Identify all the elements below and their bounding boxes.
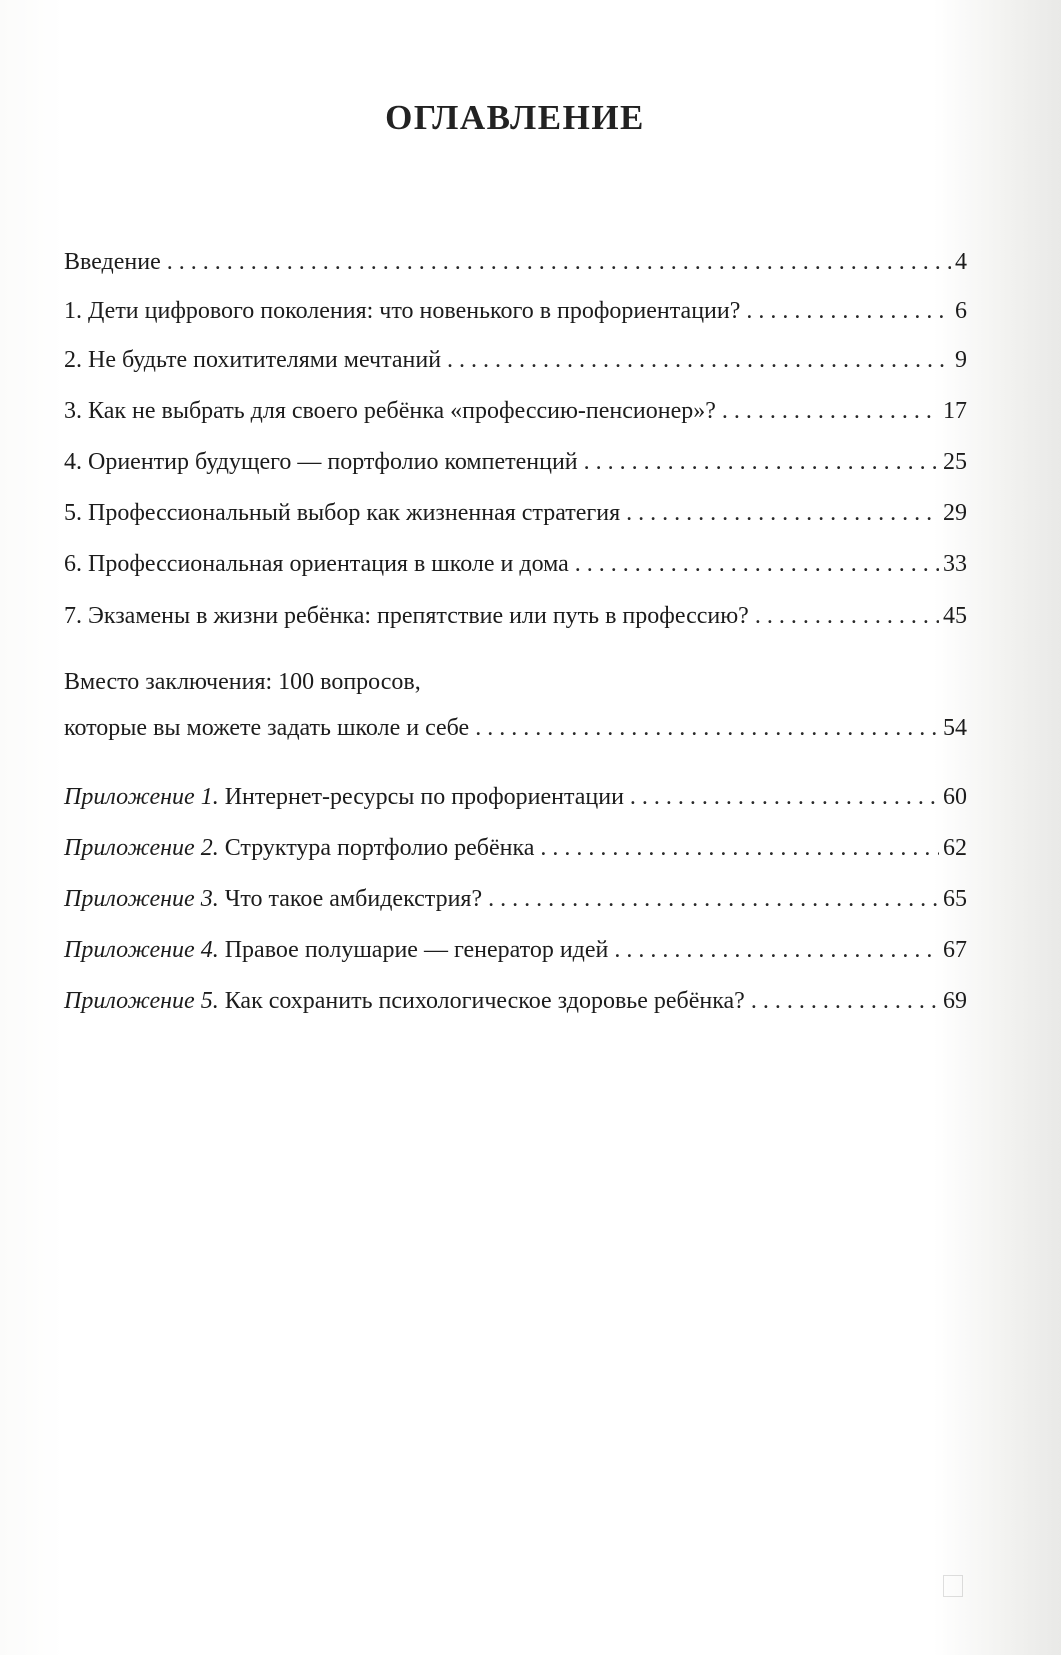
toc-entry-chapter-1: [64, 296, 967, 326]
toc-entry-label: [64, 884, 482, 914]
toc-entry-label: [64, 782, 624, 812]
appendix-title: Интернет-ресурсы по профориентации: [224, 784, 624, 810]
dot-leader: [614, 935, 939, 965]
toc-entry-chapter-6: [64, 549, 967, 579]
appendix-prefix: Приложение 5.: [64, 988, 219, 1014]
toc-entry-chapter-7: [64, 601, 967, 631]
toc-page-number: 45: [943, 603, 967, 629]
toc-chapter-title: Дети цифрового поколения: что новенького в профориентации?: [88, 298, 741, 324]
toc-entry-introduction: [64, 247, 967, 277]
toc-page-number: 17: [943, 398, 967, 424]
toc-chapter-title: Профессиональная ориентация в школе и дома: [88, 551, 569, 577]
toc-page-number: 69: [943, 988, 967, 1014]
toc-entry-conclusion: [64, 713, 967, 743]
toc-entry-conclusion-line-1: Вместо заключения: 100 вопросов,: [64, 669, 421, 695]
toc-chapter-title: Профессиональный выбор как жизненная стратегия: [88, 500, 621, 526]
appendix-prefix: Приложение 3.: [64, 886, 219, 912]
toc-chapter-number: 4.: [64, 449, 82, 475]
appendix-prefix: Приложение 4.: [64, 937, 219, 963]
table-of-contents: [64, 0, 967, 1655]
toc-page-number: 67: [943, 937, 967, 963]
toc-page-number: 62: [943, 835, 967, 861]
toc-entry-chapter-3: [64, 396, 967, 426]
toc-chapter-title: Не будьте похитителями мечтаний: [88, 347, 442, 373]
toc-entry-label: [64, 447, 578, 477]
toc-chapter-number: 7.: [64, 603, 82, 629]
toc-entry-chapter-2: [64, 345, 967, 375]
toc-entry-chapter-5: [64, 498, 967, 528]
toc-page-number: 4: [955, 249, 967, 275]
toc-page-number: 65: [943, 886, 967, 912]
toc-entry-appendix-3: [64, 884, 967, 914]
toc-entry-label: [64, 498, 620, 528]
bleed-through-mark: [943, 1575, 963, 1597]
dot-leader: [167, 247, 951, 277]
toc-page-number: 33: [943, 551, 967, 577]
toc-entry-label: [64, 986, 745, 1016]
appendix-title: Структура портфолио ребёнка: [224, 835, 535, 861]
toc-entry-label: [64, 935, 608, 965]
toc-chapter-number: 3.: [64, 398, 82, 424]
page-title: ОГЛАВЛЕНИЕ: [385, 98, 645, 137]
appendix-prefix: Приложение 1.: [64, 784, 219, 810]
toc-entry-appendix-5: [64, 986, 967, 1016]
appendix-title: Что такое амбидекстрия?: [224, 886, 483, 912]
dot-leader: [447, 345, 951, 375]
toc-chapter-title: Экзамены в жизни ребёнка: препятствие или путь в профессию?: [88, 603, 749, 629]
appendix-title: Как сохранить психологическое здоровье ребёнка?: [224, 988, 745, 1014]
toc-chapter-title: Как не выбрать для своего ребёнка «профессию-пенсионер»?: [88, 398, 716, 424]
dot-leader: [751, 986, 939, 1016]
toc-page-number: 60: [943, 784, 967, 810]
toc-entry-appendix-2: [64, 833, 967, 863]
toc-page-number: 6: [955, 298, 967, 324]
toc-chapter-title: Ориентир будущего — портфолио компетенций: [88, 449, 578, 475]
appendix-prefix: Приложение 2.: [64, 835, 219, 861]
dot-leader: [575, 549, 939, 579]
toc-chapter-number: 1.: [64, 298, 82, 324]
dot-leader: [475, 713, 939, 743]
toc-entry-label: [64, 345, 441, 375]
toc-entry-label: [64, 833, 534, 863]
toc-entry-label: которые вы можете задать школе и себе: [64, 715, 470, 741]
toc-entry-chapter-4: [64, 447, 967, 477]
toc-page-number: 54: [943, 715, 967, 741]
toc-chapter-number: 5.: [64, 500, 82, 526]
toc-entry-label: [64, 396, 716, 426]
dot-leader: [630, 782, 939, 812]
toc-entry-appendix-4: [64, 935, 967, 965]
toc-entry-appendix-1: [64, 782, 967, 812]
toc-page-number: 25: [943, 449, 967, 475]
toc-entry-label: Введение: [64, 249, 161, 275]
dot-leader: [488, 884, 939, 914]
toc-page-number: 29: [943, 500, 967, 526]
toc-entry-label: [64, 296, 740, 326]
appendix-title: Правое полушарие — генератор идей: [224, 937, 609, 963]
toc-entry-label: [64, 601, 749, 631]
dot-leader: [746, 296, 951, 326]
toc-page-number: 9: [955, 347, 967, 373]
dot-leader: [540, 833, 939, 863]
toc-chapter-number: 6.: [64, 551, 82, 577]
toc-entry-label: [64, 549, 569, 579]
toc-chapter-number: 2.: [64, 347, 82, 373]
dot-leader: [722, 396, 939, 426]
dot-leader: [584, 447, 939, 477]
dot-leader: [626, 498, 939, 528]
dot-leader: [755, 601, 939, 631]
